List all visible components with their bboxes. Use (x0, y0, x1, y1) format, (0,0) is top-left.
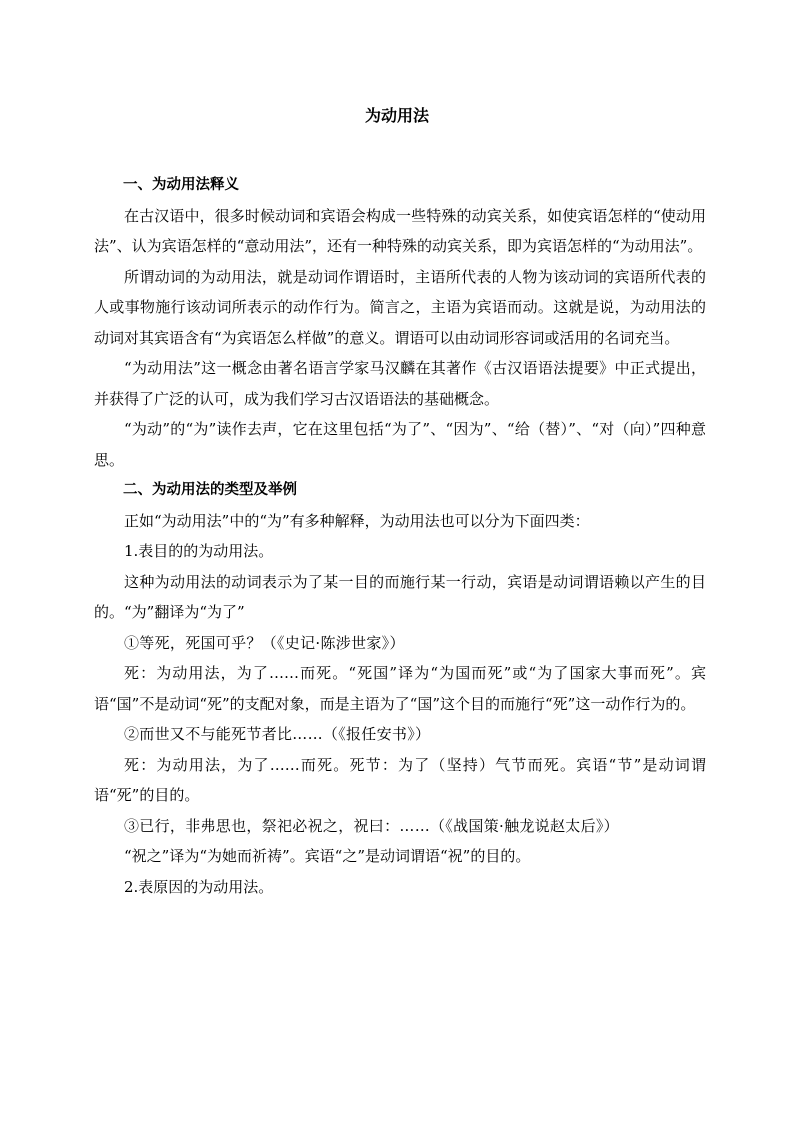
section-heading-1: 一、为动用法释义 (123, 176, 239, 193)
section-heading-2: 二、为动用法的类型及举例 (123, 481, 297, 498)
paragraph: 正如“为动用法”中的“为”有多种解释，为动用法也可以分为下面四类： (124, 511, 590, 530)
paragraph: “祝之”译为“为她而祈祷”。宾语“之”是动词谓语“祝”的目的。 (124, 847, 531, 865)
document-body (94, 170, 706, 902)
paragraph: “为动用法”这一概念由著名语言学家马汉麟在其著作《古汉语语法提要》中正式提出，并获得了广泛的认可，成为我们学习古汉语语法的基础概念。 (94, 359, 706, 408)
document-title: 为动用法 (364, 106, 429, 125)
paragraph: 所谓动词的为动用法，就是动词作谓语时，主语所代表的人物为该动词的宾语所代表的人或事物施行该动词所表示的动作行为。简言之，主语为宾语而动。这就是说，为动用法的动词对其宾语含有“为宾语怎么样做”的意义。谓语可以由动词形容词或活用的名词充当。 (94, 267, 706, 347)
paragraph: 这种为动用法的动词表示为了某一目的而施行某一行动，宾语是动词谓语赖以产生的目的。“为”翻译为“为了” (94, 572, 706, 621)
example-quote: ③已行，非弗思也，祭祀必祝之，祝曰：……（《战国策·触龙说赵太后》） (124, 816, 619, 835)
paragraph: 死：为动用法，为了……而死。死节：为了（坚持）气节而死。宾语“节”是动词谓语“死”的目的。 (94, 755, 706, 804)
example-quote: ①等死，死国可乎？（《史记·陈涉世家》） (124, 633, 405, 652)
subsection-label: 2.表原因的为动用法。 (124, 877, 274, 896)
example-quote: ②而世又不与能死节者比……（《报任安书》） (124, 725, 431, 743)
paragraph: 死：为动用法，为了……而死。“死国”译为“为国而死”或“为了国家大事而死”。宾语“国”不是动词“死”的支配对象，而是主语为了“国”这个目的而施行“死”这一动作行为的。 (94, 664, 706, 713)
subsection-label: 1.表目的的为动用法。 (124, 542, 274, 560)
paragraph: “为动”的“为”读作去声，它在这里包括“为了”、“因为”、“给（替）”、“对（向）”四种意思。 (94, 420, 706, 469)
paragraph: 在古汉语中，很多时候动词和宾语会构成一些特殊的动宾关系，如使宾语怎样的“使动用法”、认为宾语怎样的“意动用法”，还有一种特殊的动宾关系，即为宾语怎样的“为动用法”。 (94, 206, 706, 255)
